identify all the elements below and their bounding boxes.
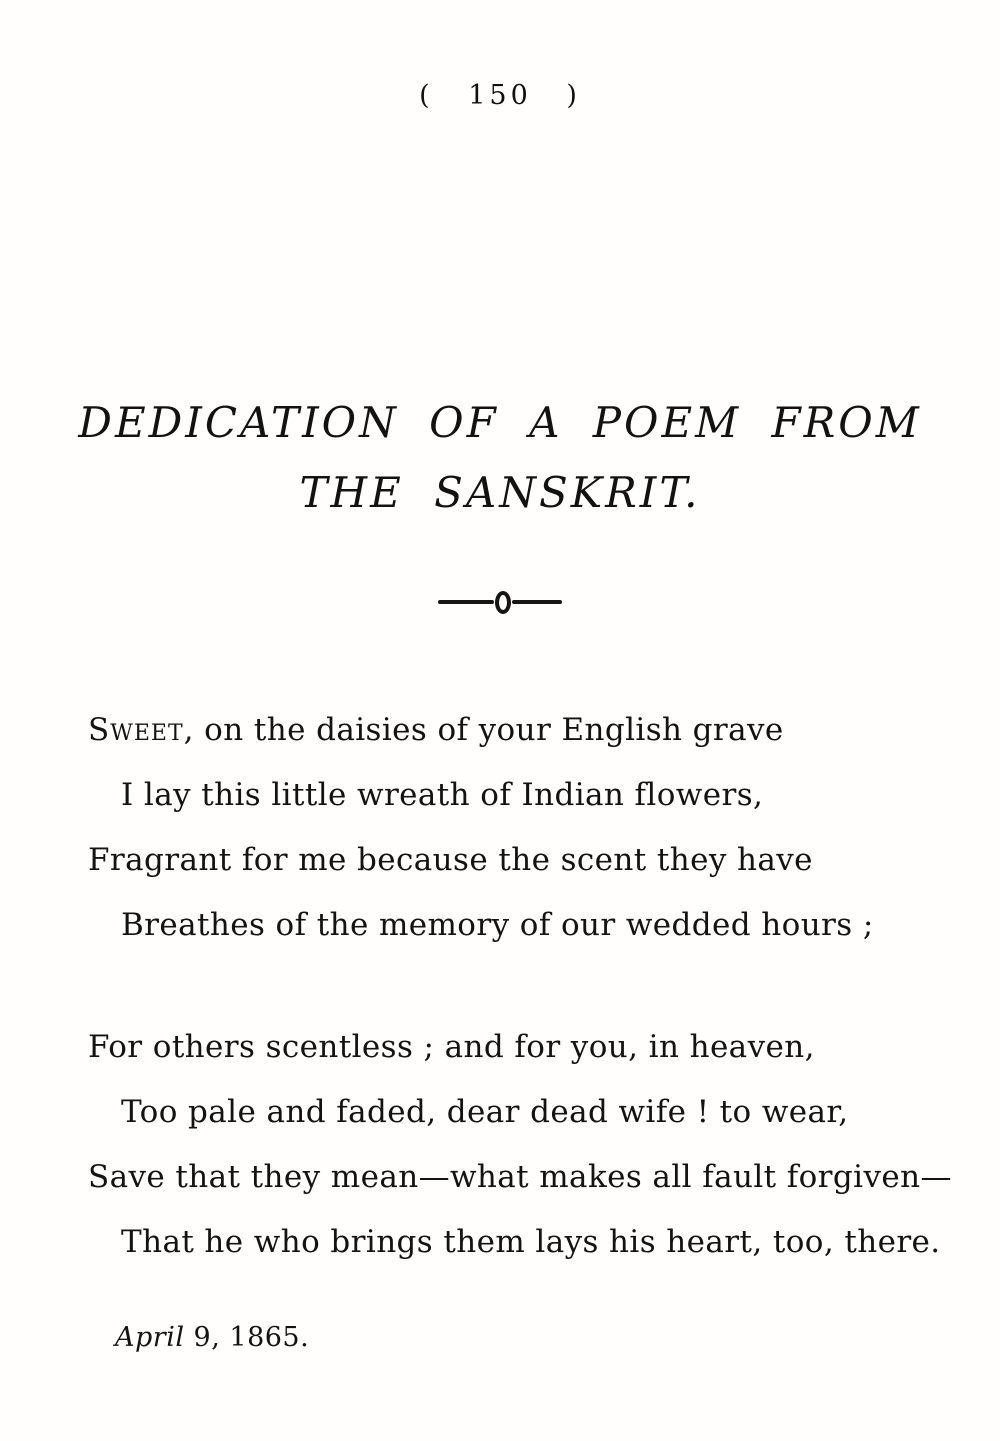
- poem-title: [0, 388, 1000, 528]
- poem-line-smallcaps-lead: Sweet: [88, 712, 184, 748]
- poem-stanza: [88, 1015, 952, 1275]
- poem-line: Too pale and faded, dear dead wife ! to wear,: [121, 1094, 849, 1130]
- poem-line: That he who brings them lays his heart, too, there.: [121, 1224, 941, 1260]
- poem-line: Sweet, on the daisies of your English grave: [88, 712, 784, 748]
- poem-date-month: April: [115, 1322, 185, 1353]
- poem-title-line-2: THE SANSKRIT.: [299, 468, 701, 517]
- poem-date-rest: 9, 1865.: [184, 1322, 310, 1353]
- poem-line: Save that they mean—what makes all fault forgiven—: [88, 1159, 952, 1195]
- page-number: ( 150 ): [419, 80, 581, 111]
- poem-date: [115, 1322, 309, 1353]
- section-divider-ornament: [0, 590, 1000, 614]
- divider-rule-left: [438, 600, 494, 604]
- poem-line: Breathes of the memory of our wedded hours ;: [121, 907, 874, 943]
- poem-line: I lay this little wreath of Indian flowers,: [121, 777, 764, 813]
- poem-stanza: [88, 698, 948, 958]
- divider-ring-ornament: [495, 591, 511, 614]
- poem-line: Fragrant for me because the scent they have: [88, 842, 813, 878]
- poem-line: For others scentless ; and for you, in heaven,: [88, 1029, 815, 1065]
- divider-rule-right: [512, 600, 562, 604]
- poem-title-line-1: DEDICATION OF A POEM FROM: [78, 398, 922, 447]
- poem-body: [88, 698, 952, 1275]
